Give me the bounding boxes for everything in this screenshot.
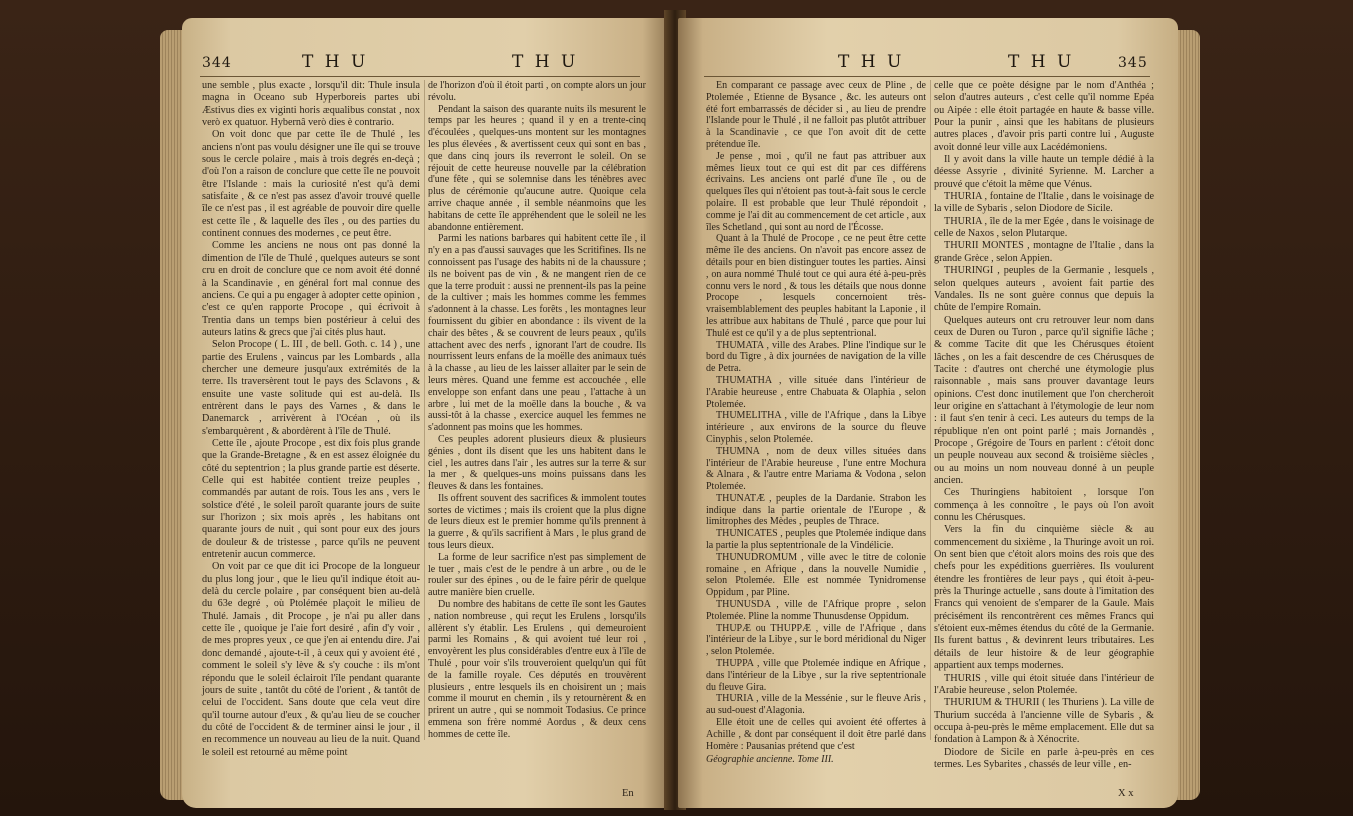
- right-running-head-2: T H U: [1008, 52, 1075, 72]
- left-column-1: [202, 80, 420, 759]
- paragraph: Diodore de Sicile en parle à-peu-près en ces termes. Les Sybarites , chassés de leur ville , en-: [934, 746, 1154, 770]
- paragraph: La forme de leur sacrifice n'est pas simplement de le tuer , mais c'est de le pendre à un arbre , ou de le rouler sur des épines , ou de le faire périr de quelque autre manière bien cruelle.: [428, 551, 646, 599]
- paragraph: THURIA , ville de la Messénie , sur le fleuve Aris , au sud-ouest d'Alagonia.: [706, 693, 926, 717]
- paragraph: THURIUM & THURII ( les Thuriens ). La ville de Thurium succéda à l'ancienne ville de Sybaris , & occupa à-peu-près le même emplacement. Elle dut sa fondation à Lampon & à Xénocrite.: [934, 697, 1154, 746]
- paragraph: THUNUDROMUM , ville avec le titre de colonie romaine , en Afrique , dans la nouvelle Numidie , selon Ptolemée. Elle est nommée Tynidromense Oppidum , par Pline.: [706, 551, 926, 599]
- paragraph: Quant à la Thulé de Procope , ce ne peut être cette même île des anciens. On n'avoit pas encore assez de détails pour en bien distinguer toutes les parties. Ainsi , on aura nommé Thulé tout ce qui aura été à-peu-près connu vers le nord , & tous les détails que nous donne Procope , lesquels concernoient très-vraisemblablement des peuples habitant la Laponie , il les attribue aux habitans de Thulé , parce que pour lui Thulé est ce qu'il y a de plus septentrional.: [706, 233, 926, 339]
- paragraph: THUMATA , ville des Arabes. Pline l'indique sur le bord du Tigre , à dix journées de navigation de la ville de Petra.: [706, 339, 926, 375]
- paragraph: On voit par ce que dit ici Procope de la longueur du plus long jour , que le lieu qu'il indique étoit au-delà du cercle polaire , par conséquent bien au-delà du 63e degré , où Ptolémée plaçoit le milieu de Thulé. Jamais , dit Procope , je n'ai pu aller dans cette île , quoique je l'aie fort desiré , afin d'y voir , de mes propres yeux , ce que j'en ai entendu dire. J'ai donc demandé , ajoute-t-il , à ceux qui y avoient été , comment le soleil s'y lève & s'y couche : ils m'ont répondu que le soleil éclairoit l'île pendant quarante jours de suite , tantôt du côté de l'orient , & tantôt de celui de l'occident. Sans doute que cela veut dire qu'il tourne autour d'eux , & qu'au lieu de se coucher du côté de l'occident & de terminer ainsi le jour , il en recommence un nouveau au lieu de la nuit. Quand le soleil est retourné au même point: [202, 561, 420, 758]
- paragraph: celle que ce poète désigne par le nom d'Anthéa ; selon d'autres auteurs , c'est celle qu'il nomme Epéa ou Aipée : elle étoit partagée en haute & basse ville. Pour la punir , ainsi que les habitans de plusieurs autres places , d'avoir pris parti contre lui , Auguste avoit donné leur ville aux Lacédémoniens.: [934, 80, 1154, 153]
- paragraph: Ces peuples adorent plusieurs dieux & plusieurs génies , dont ils disent que les uns habitent dans le ciel , les autres dans l'air , les autres sur la terre & sur la mer , & quelques-uns moins puissans dans les fleuves & dans les fontaines.: [428, 433, 646, 493]
- signature-mark: X x: [1118, 788, 1134, 799]
- paragraph: THURII MONTES , montagne de l'Italie , dans la grande Grèce , selon Appien.: [934, 240, 1154, 264]
- paragraph: Il y avoit dans la ville haute un temple dédié à la déesse Assyrie , divinité Syrienne. M. Larcher a prouvé que c'étoit la même que Vénus.: [934, 154, 1154, 190]
- header-rule: [704, 76, 1150, 77]
- right-running-head-1: T H U: [838, 52, 905, 72]
- left-page: [182, 18, 672, 808]
- column-divider: [424, 80, 425, 740]
- paragraph: Comme les anciens ne nous ont pas donné la dimention de l'île de Thulé , quelques auteurs se sont cru en droit de conclure que ce nom avoit été donné à la Scandinavie , en général fort mal connue des anciens. Ce qui a pu engager à adopter cette opinion , c'est ce qu'en rapporte Procope , qui écrivoit à Trentia dans un temps bien postérieur à celui des auteurs latins & grecs que j'ai cités plus haut.: [202, 240, 420, 338]
- paragraph: Ils offrent souvent des sacrifices & immolent toutes sortes de victimes ; mais ils croient que la plus digne de leurs dieux est le premier homme qu'ils prennent à la guerre , & qu'ils sacrifient à Mars , le plus grand de tous leurs dieux.: [428, 492, 646, 552]
- left-column-2: [428, 80, 646, 741]
- paragraph: THURIS , ville qui étoit située dans l'intérieur de l'Arabie heureuse , selon Ptolemée.: [934, 672, 1154, 696]
- paragraph: Quelques auteurs ont cru retrouver leur nom dans ceux de Duren ou Turon , parce qu'il signifie lâche ; & comme Tacite dit que les Chérusques étoient lâches , on les a fait descendre de ces Chérusques de Tacite : d'autres ont cherché une étymologie plus raisonnable , mais sans prouver davantage leurs opinions. C'est donc inutilement que l'on chercheroit leur origine en s'attachant à l'étymologie de leur nom : il faut s'en tenir à ceci. Les auteurs du temps de la république n'en ont point parlé ; mais Jornandès , Procope , Grégoire de Tours en parlent : c'étoit donc un peuple nouveau aux second & troisième siècles , ou au moins un nom nouveau donné à un peuple ancien.: [934, 314, 1154, 486]
- column-divider: [930, 80, 931, 740]
- paragraph: THURINGI , peuples de la Germanie , lesquels , selon quelques auteurs , avoient fait partie des Vandales. Ils ne sont guère connus que depuis la chûte de l'empire Romain.: [934, 265, 1154, 314]
- paragraph: Ces Thuringiens habitoient , lorsque l'on commença à les connoître , le pays où l'on avoit connu les Chérusques.: [934, 487, 1154, 524]
- volume-footer: Géographie ancienne. Tome III.: [706, 754, 834, 766]
- left-running-head-1: T H U: [302, 52, 369, 72]
- paragraph: Cette île , ajoute Procope , est dix fois plus grande que la Grande-Bretagne , & en est assez éloignée du côté du septentrion ; la plus grande partie est déserte. Celle qui est habitée contient treize peuples , commandés par autant de rois. Tous les ans , vers le solstice d'été , le soleil paroît quarante jours de suite sur l'horizon ; six mois après , les habitans ont quarante jours de nuit , qui sont pour eux des jours de douleur & de tristesse , parce qu'ils ne peuvent entretenir aucun commerce.: [202, 437, 420, 561]
- paragraph: Selon Procope ( L. III , de bell. Goth. c. 14 ) , une partie des Erulens , vaincus par les Lombards , alla chercher une demeure jusqu'aux extrémités de la terre. Ils traversèrent tout le pays des Sclavons , & ensuite une vaste solitude qui est au-delà. Ils entrèrent dans le pays des Varnes , & dans le Danemarck , arrivèrent à l'Océan , où ils s'embarquèrent , & abordèrent à l'île de Thulé.: [202, 339, 420, 437]
- right-page: [678, 18, 1178, 808]
- right-column-2: [934, 80, 1154, 771]
- paragraph: THUPÆ ou THUPPÆ , ville de l'Afrique , dans l'intérieur de la Libye , sur le bord méridional du Niger , selon Ptolemée.: [706, 622, 926, 658]
- paragraph: Je pense , moi , qu'il ne faut pas attribuer aux mêmes lieux tout ce qui est dit par ces différens écrivains. Les anciens ont parlé d'une île , ou de quelques îles qui n'étoient pas tout-à-fait sous le cercle polaire. Il est probable que leur Thulé répondoit , comme je l'ai dit au commencement de cet article , aux îles Schetland , qui sont au nord de l'Écosse.: [706, 150, 926, 233]
- left-running-head-2: T H U: [512, 52, 579, 72]
- paragraph: THUPPA , ville que Ptolemée indique en Afrique , dans l'intérieur de la Libye , sur la rive septentrionale du fleuve Gira.: [706, 658, 926, 693]
- paragraph: En comparant ce passage avec ceux de Pline , de Ptolemée , Etienne de Bysance , &c. les auteurs ont été fort embarrassés de décider si , au lieu de prendre l'Islande pour le Thulé , il ne falloit pas plutôt attribuer à la Scandinavie , ce que l'on avoit dit de cette prétendue île.: [706, 80, 926, 150]
- paragraph: Elle étoit une de celles qui avoient été offertes à Achille , & dont par conséquent il doit être parlé dans Homère : Pausanias prétend que c'est: [706, 717, 926, 752]
- paragraph: Vers la fin du cinquième siècle & au commencement du sixième , la Thuringe avoit un roi. On sent bien que c'étoit alors moins des rois que des chefs pour les expéditions guerrières. Ils voulurent étendre les frontières de leur pays , qui étoit à-peu-près la Thuringe actuelle , sans doute à l'imitation des Francs qui venoient de s'emparer de la Gaule. Mais précisément ils rencontrèrent ces mêmes Francs qui s'étoient eux-mêmes étendus du côté de la Germanie. Ils furent battus , & devinrent leurs tributaires. Les détails de leur histoire & de leur géographie appartient aux temps modernes.: [934, 524, 1154, 672]
- catchword: En: [622, 788, 634, 799]
- right-column-1: [706, 80, 926, 766]
- paragraph: THURIA , île de la mer Egée , dans le voisinage de celle de Naxos , selon Plutarque.: [934, 215, 1154, 240]
- paragraph: THUMELITHA , ville de l'Afrique , dans la Libye intérieure , aux environs de la source du fleuve Cinyphis , selon Ptolemée.: [706, 410, 926, 445]
- paragraph: Parmi les nations barbares qui habitent cette île , il n'y en a pas d'aussi sauvages que les Scritifines. Ils ne connoissent pas l'usage des habits ni de la chaussure ; ils ne boivent pas de vin , & ne mangent rien de ce que la terre produit : aussi ne prennent-ils pas la peine de la cultiver ; mais les hommes comme les femmes s'adonnent à la chasse. Les forêts , les montagnes leur fournissent du gibier en abondance : ils vivent de la chair des bêtes , & se couvrent de leurs peaux , qu'ils attachent avec des nerfs , ignorant l'art de coudre. Ils nourrissent leurs enfans de la moëlle des animaux tués à la chasse , au lieu de les laisser allaiter par le sein de leurs mères. Quand une femme est accouchée , elle enveloppe son enfant dans une peau , l'attache à un arbre , lui met de la moëlle dans la bouche , & va aussi-tôt à la chasse , exercice auquel les femmes ne s'adonnent pas moins que les hommes.: [428, 233, 646, 434]
- left-page-number: 344: [202, 55, 232, 71]
- paragraph: On voit donc que par cette île de Thulé , les anciens n'ont pas voulu désigner une île qui se trouve sous le cercle polaire , mais à trois degrés en-deçà ; d'où l'on a raison de conclure que cette île ne pouvoit être l'Islande : mais la curiosité n'est qu'à demi satisfaite , & ce n'est pas assez d'avoir trouvé quelle île ce n'est pas , il est agréable de pouvoir dire quelle est cette île , & laquelle des îles , ou des parties du continent connues des modernes , ce peut être.: [202, 129, 420, 240]
- paragraph: THURIA , fontaine de l'Italie , dans le voisinage de la ville de Sybaris , selon Diodore de Sicile.: [934, 191, 1154, 215]
- paragraph: THUNICATES , peuples que Ptolemée indique dans la partie la plus septentrionale de la Vindélicie.: [706, 528, 926, 552]
- paragraph: Pendant la saison des quarante nuits ils mesurent le temps par les heures ; quand il y en a trente-cinq d'écoulées , quelques-uns montent sur les montagnes les plus élevées , & avertissent ceux qui sont en bas , que dans cinq jours ils reverront le soleil. On se réjouit de cette heureuse nouvelle par la célébration d'une fête , qui se solemnise dans les ténèbres avec plus de cérémonie qu'aucune autre. Quoique cela arrive chaque année , il semble néanmoins que les habitans de cette île appréhendent que le soleil ne les abandonne entièrement.: [428, 103, 646, 233]
- paragraph: de l'horizon d'où il étoit parti , on compte alors un jour révolu.: [428, 80, 647, 103]
- paragraph: Du nombre des habitans de cette île sont les Gautes , nation nombreuse , qui reçut les Erulens , lorsqu'ils allèrent s'y établir. Les Erulens , qui demeuroient parmi les Romains , & qui avoient tué leur roi , envoyèrent les plus considérables d'entre eux à l'île de Thulé , pour voir s'ils trouveroient quelqu'un qui fût de la famille royale. Ces députés en trouvèrent plusieurs , entre lesquels ils en choisirent un ; mais comme il mourut en chemin , ils y retournèrent & en prirent un autre , qui se nommoit Todasius. Ce prince emmena son frère nommé Aordus , & deux cens hommes de cette île.: [428, 599, 646, 740]
- paragraph: THUNATÆ , peuples de la Dardanie. Strabon les indique dans la partie orientale de l'Europe , & limitrophes des Mèdes , peuples de Thrace.: [706, 492, 926, 528]
- paragraph: une semble , plus exacte , lorsqu'il dit: Thule insula magna in Oceano sub Hyperboreis partes ubi Æstivus dies ex viginti horis æqualibus constat , nox verò ex quatuor. Hybernâ verò dies è contrario.: [202, 80, 420, 129]
- paragraph: THUMNA , nom de deux villes situées dans l'intérieur de l'Arabie heureuse , l'une entre Mochura & Alnara , & l'autre entre Mariama & Vodona , selon Ptolemée.: [706, 445, 926, 493]
- header-rule: [200, 76, 640, 77]
- paragraph: THUNUSDA , ville de l'Afrique propre , selon Ptolemée. Pline la nomme Thunusdense Oppidum.: [706, 599, 926, 622]
- right-page-number: 345: [1118, 55, 1148, 71]
- paragraph: THUMATHA , ville située dans l'intérieur de l'Arabie heureuse , entre Chabuata & Olaphia , selon Ptolemée.: [706, 374, 926, 410]
